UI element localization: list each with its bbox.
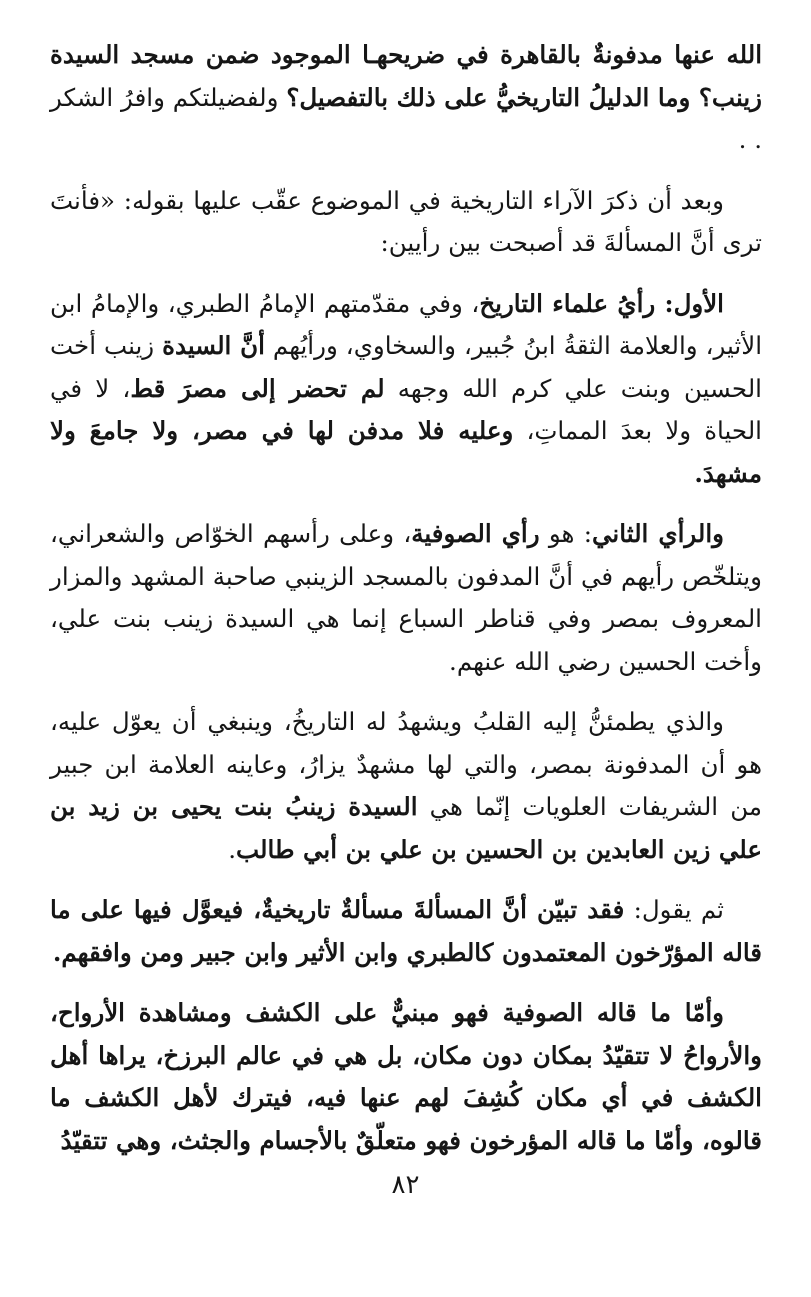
bold-text-segment: السيدة زينبُ بنت يحيى بن زيد بن علي زين العابدين بن الحسين بن علي بن أبي طالب xyxy=(50,792,762,864)
page-body xyxy=(50,34,762,1180)
paragraph-1 xyxy=(50,34,762,162)
text-segment: . xyxy=(228,834,236,864)
bold-text-segment: فقد تبيّن أنَّ المسألةَ مسألةٌ تاريخيةٌ، فيعوَّل فيها على ما قاله المؤرّخون المعتمدون كالطبري وابن الأثير وابن جبير ومن وافقهم. xyxy=(50,895,762,967)
bold-text-segment: أنَّ السيدة xyxy=(162,331,265,360)
text-segment: زينب أخت الحسين وبنت علي كرم الله وجهه xyxy=(50,331,762,403)
text-segment: وبعد أن ذكرَ الآراء التاريخية في الموضوع عقّب عليها بقوله: «فأنتَ ترى أنَّ المسألةَ قد أصبحت بين رأيين: xyxy=(50,185,762,257)
paragraph-7 xyxy=(50,992,762,1162)
text-segment: ولفضيلتكم وافرُ الشكر . . xyxy=(50,82,762,154)
paragraph-2 xyxy=(50,180,762,265)
bold-text-segment: وعليه فلا مدفن لها في مصر، ولا جامعَ ولا مشهدَ. xyxy=(50,416,762,488)
bold-text-segment: لم تحضر إلى مصرَ قط xyxy=(130,373,385,403)
bold-text-segment: والرأي الثاني xyxy=(591,519,724,548)
text-segment: والذي يطمئنُّ إليه القلبُ ويشهدُ له التاريخُ، وينبغي أن يعوّل عليه، هو أن المدفونة بمصر، والتي لها مشهدٌ يزارُ، وعاينه العلامة ابن جبير من الشريفات العلويات إنّما هي xyxy=(50,707,762,821)
bold-text-segment: الله عنها مدفونةٌ بالقاهرة في ضريحهـا الموجود ضمن مسجد السيدة زينب؟ وما الدليلُ التاريخيُّ على ذلك بالتفصيل؟ xyxy=(50,40,762,112)
bold-text-segment: وأمّا ما قاله الصوفية فهو مبنيٌّ على الكشف ومشاهدة الأرواح، والأرواحُ لا تتقيّدُ بمكان دون مكان، بل هي في عالم البرزخ، يراها أهل الكشف في أي مكان كُشِفَ لهم عنها فيه، فيترك لأهل الكشف ما قالوه، وأمّا ما قاله المؤرخون فهو متعلّقٌ بالأجسام والجثث، وهي تتقيّدُ xyxy=(50,998,762,1155)
page-number: ٨٢ xyxy=(391,1170,420,1200)
text-segment: ثم يقول: xyxy=(624,895,724,924)
bold-text-segment: رأي الصوفية xyxy=(411,519,540,548)
text-segment: : هو xyxy=(539,519,592,548)
paragraph-3 xyxy=(50,283,762,496)
text-segment: ، وعلى رأسهم الخوّاص والشعراني، ويتلخّص رأيهم في أنَّ المدفون بالمسجد الزينبي صاحبة المشهد والمزار المعروف بمصر وفي قناطر السباع إنما هي السيدة زينب بنت علي، وأخت الحسين رضي الله عنهم. xyxy=(50,519,762,676)
text-segment: ، لا في الحياة ولا بعدَ المماتِ، xyxy=(50,373,762,445)
paragraph-4 xyxy=(50,513,762,683)
text-segment: ، وفي مقدّمتهم الإمامُ الطبري، والإمامُ ابن الأثير، والعلامة الثقةُ ابنُ جُبير، والسخاوي، ورأيُهم xyxy=(50,288,762,360)
paragraph-5 xyxy=(50,701,762,871)
paragraph-6 xyxy=(50,889,762,974)
bold-text-segment: الأول: رأيُ علماء التاريخ xyxy=(479,288,724,318)
